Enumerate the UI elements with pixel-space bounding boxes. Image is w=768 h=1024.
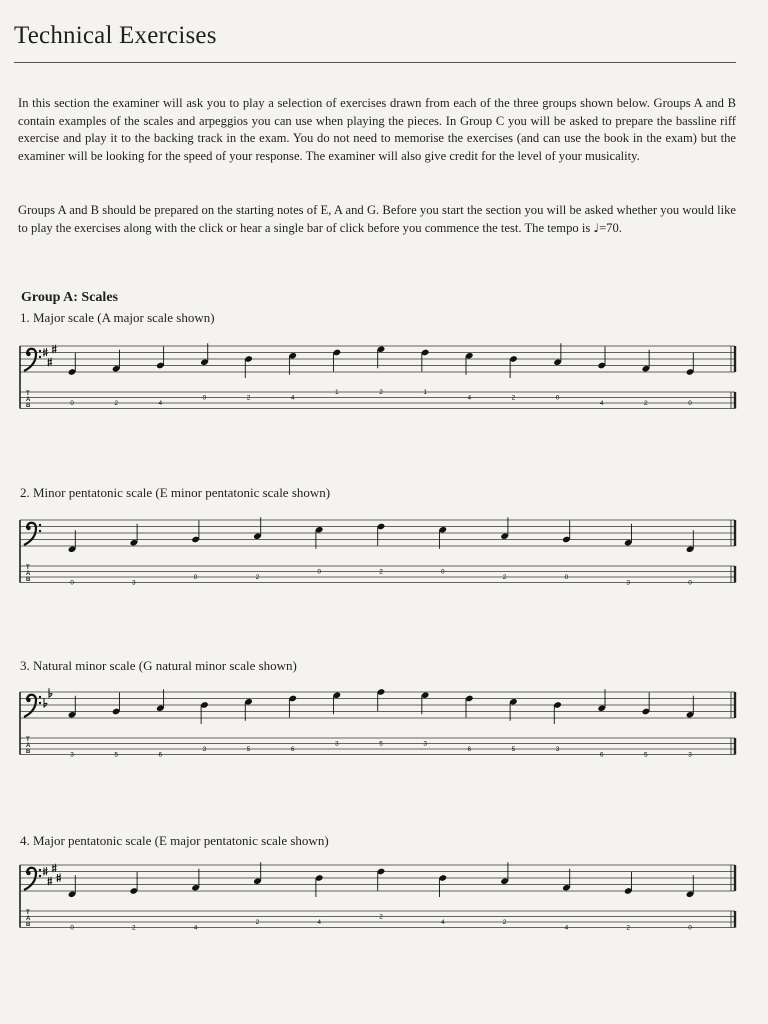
tab-fret-number: 0 — [555, 394, 560, 402]
tab-letter: B — [26, 577, 31, 583]
tab-letter: T — [26, 565, 30, 571]
tab-fret-number: 0 — [688, 924, 692, 932]
tab-fret-number: 0 — [688, 400, 692, 408]
tab-fret-number: 0 — [70, 579, 74, 587]
tab-letter: B — [26, 749, 31, 755]
tempo-paragraph-text: Groups A and B should be prepared on the starting notes of E, A and G. Before you start the section you will be asked whether you would like to play the exercises along with the click or hear a single bar of click before you commence the test. The tempo is — [18, 203, 736, 235]
tab-letter: B — [26, 922, 31, 928]
tab-fret-number: 4 — [467, 394, 472, 402]
tab-fret-number: 2 — [131, 924, 136, 932]
tab-fret-number: 0 — [70, 924, 74, 932]
tab-fret-number: 6 — [467, 746, 472, 754]
tab-fret-number: 3 — [335, 740, 339, 748]
tab-fret-number: 6 — [290, 746, 295, 754]
exercise-label-2: 2. Minor pentatonic scale (E minor pentatonic scale shown) — [20, 485, 331, 500]
bass-clef-dot — [26, 526, 30, 530]
tab-fret-number: 2 — [379, 913, 383, 921]
bass-clef-dot-lower — [39, 356, 41, 358]
tab-fret-number: 5 — [644, 751, 648, 759]
tab-fret-number: 2 — [511, 394, 516, 402]
tab-fret-number: 3 — [202, 746, 207, 754]
quarter-note-icon: ♩ — [593, 220, 600, 235]
intro-paragraph: In this section the examiner will ask you to play a selection of exercises drawn from each of the three groups shown below. Groups A and B contain examples of the scales and arpeggios you can use when playing the pieces. In Group C you will be asked to prepare the bassline riff exercise and play it to the backing track in the exam. You do not need to memorise the exercises (and can use the book in the exam) but the examiner will be looking for the speed of your response. The examiner will also give credit for the level of your musicality. — [18, 96, 736, 163]
exercise-1-notation — [0, 336, 768, 426]
bass-clef-dot-lower — [39, 875, 41, 877]
exercise-3-notation — [0, 682, 768, 772]
tab-fret-number: 0 — [440, 568, 445, 576]
tab-fret-number: 0 — [202, 394, 207, 402]
tab-letter: T — [26, 391, 30, 397]
title-rule — [14, 62, 736, 63]
exercise-label-1: 1. Major scale (A major scale shown) — [20, 310, 215, 325]
tab-fret-number: 3 — [70, 751, 74, 759]
tab-fret-number: 4 — [440, 919, 445, 927]
tab-fret-number: 3 — [131, 579, 136, 587]
tab-letter: A — [26, 571, 31, 577]
tab-fret-number: 2 — [644, 400, 648, 408]
tab-fret-number: 2 — [626, 924, 631, 932]
tab-fret-number: 2 — [255, 919, 260, 927]
bass-clef-dot-upper — [39, 869, 41, 871]
bass-clef-dot — [26, 871, 30, 875]
tab-fret-number: 4 — [564, 924, 569, 932]
tab-fret-number: 3 — [423, 740, 427, 748]
tab-fret-number: 1 — [335, 389, 339, 397]
exercise-2-notation — [0, 510, 768, 600]
tab-fret-number: 3 — [555, 746, 560, 754]
tab-fret-number: 2 — [246, 394, 251, 402]
flat-icon — [44, 698, 47, 707]
tab-fret-number: 4 — [317, 919, 322, 927]
bass-clef-icon — [24, 349, 36, 371]
tab-letter: A — [26, 743, 31, 749]
bass-clef-dot-upper — [39, 524, 41, 526]
tab-fret-number: 5 — [246, 746, 251, 754]
tab-fret-number: 0 — [70, 400, 74, 408]
bass-clef-dot-upper — [39, 696, 41, 698]
group-heading: Group A: Scales — [21, 290, 118, 305]
exercise-label-4: 4. Major pentatonic scale (E major pentatonic scale shown) — [20, 833, 329, 848]
tab-fret-number: 2 — [379, 568, 383, 576]
bass-clef-icon — [24, 868, 36, 890]
page-title: Technical Exercises — [14, 22, 217, 49]
tab-fret-number: 4 — [193, 924, 198, 932]
tab-fret-number: 1 — [423, 389, 427, 397]
tempo-value: =70. — [599, 220, 622, 235]
tab-fret-number: 3 — [626, 579, 631, 587]
tab-fret-number: 5 — [379, 740, 383, 748]
tab-fret-number: 4 — [290, 394, 295, 402]
tab-fret-number: 3 — [688, 751, 692, 759]
bass-clef-dot — [26, 698, 30, 702]
tab-letter: T — [26, 737, 30, 743]
tab-fret-number: 6 — [158, 751, 163, 759]
bass-clef-dot — [26, 352, 30, 356]
tab-fret-number: 2 — [502, 919, 507, 927]
bass-clef-icon — [24, 695, 36, 717]
tab-fret-number: 2 — [114, 400, 118, 408]
tab-letter: A — [26, 916, 31, 922]
tab-fret-number: 6 — [599, 751, 604, 759]
tab-fret-number: 0 — [564, 574, 569, 582]
tab-fret-number: 4 — [158, 400, 163, 408]
bass-clef-icon — [24, 523, 36, 545]
tempo-paragraph — [18, 202, 736, 237]
bass-clef-dot-lower — [39, 530, 41, 532]
bass-clef-dot-lower — [39, 702, 41, 704]
exercise-label-3: 3. Natural minor scale (G natural minor scale shown) — [20, 658, 297, 673]
tab-fret-number: 0 — [317, 568, 322, 576]
tab-fret-number: 2 — [255, 574, 260, 582]
tab-fret-number: 0 — [193, 574, 198, 582]
tab-fret-number: 4 — [599, 400, 604, 408]
tab-fret-number: 2 — [379, 389, 383, 397]
tab-fret-number: 5 — [114, 751, 118, 759]
tab-fret-number: 2 — [502, 574, 507, 582]
tab-letter: B — [26, 403, 31, 409]
tab-letter: A — [26, 397, 31, 403]
exercise-4-notation — [0, 855, 768, 945]
flat-icon — [49, 688, 52, 697]
bass-clef-dot-upper — [39, 350, 41, 352]
tab-letter: T — [26, 910, 30, 916]
tab-fret-number: 0 — [688, 579, 692, 587]
tab-fret-number: 5 — [511, 746, 516, 754]
